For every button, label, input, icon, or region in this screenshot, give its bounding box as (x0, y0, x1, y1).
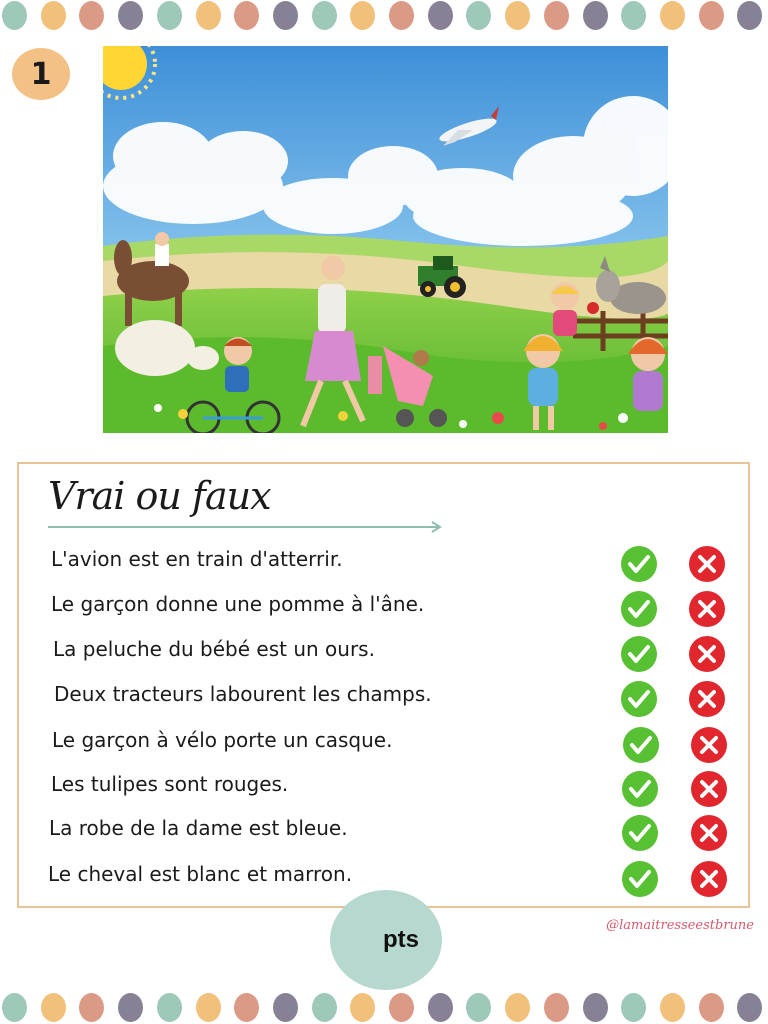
statement-text: Le garçon à vélo porte un casque. (52, 728, 393, 752)
border-dot (79, 1, 104, 30)
border-dot (699, 1, 724, 30)
border-dot (660, 1, 685, 30)
exercise-number: 1 (30, 56, 52, 92)
border-dot (2, 1, 27, 30)
quiz-title: Vrai ou faux (48, 474, 271, 518)
border-dot (157, 1, 182, 30)
border-dot (41, 993, 66, 1022)
border-dot (350, 1, 375, 30)
border-dot (41, 1, 66, 30)
border-dot (196, 993, 221, 1022)
border-dot (621, 993, 646, 1022)
border-dot (428, 993, 453, 1022)
check-icon[interactable] (621, 814, 659, 852)
border-dot (350, 993, 375, 1022)
check-icon[interactable] (620, 680, 658, 718)
check-icon[interactable] (620, 545, 658, 583)
statement-text: Deux tracteurs labourent les champs. (54, 682, 432, 706)
title-underline-arrow (46, 519, 446, 533)
border-dot (699, 993, 724, 1022)
cross-icon[interactable] (690, 726, 728, 764)
exercise-number-badge (12, 48, 70, 100)
score-label: pts (383, 926, 419, 953)
bottom-dot-border (0, 992, 768, 1024)
border-dot (312, 1, 337, 30)
border-dot (157, 993, 182, 1022)
statement-text: Le garçon donne une pomme à l'âne. (51, 592, 425, 616)
border-dot (273, 1, 298, 30)
border-dot (312, 993, 337, 1022)
cross-icon[interactable] (690, 814, 728, 852)
border-dot (544, 993, 569, 1022)
statement-text: Le cheval est blanc et marron. (48, 862, 353, 886)
border-dot (660, 993, 685, 1022)
border-dot (505, 993, 530, 1022)
border-dot (466, 993, 491, 1022)
border-dot (505, 1, 530, 30)
border-dot (737, 993, 762, 1022)
score-badge (330, 890, 442, 990)
check-icon[interactable] (622, 726, 660, 764)
cross-icon[interactable] (688, 545, 726, 583)
countryside-illustration (103, 46, 668, 433)
cross-icon[interactable] (688, 590, 726, 628)
cross-icon[interactable] (690, 770, 728, 808)
border-dot (118, 993, 143, 1022)
border-dot (234, 1, 259, 30)
border-dot (389, 1, 414, 30)
top-dot-border (0, 0, 768, 32)
border-dot (79, 993, 104, 1022)
border-dot (389, 993, 414, 1022)
border-dot (234, 993, 259, 1022)
border-dot (621, 1, 646, 30)
statement-text: Les tulipes sont rouges. (51, 772, 289, 796)
statement-text: La robe de la dame est bleue. (49, 816, 348, 840)
border-dot (428, 1, 453, 30)
statement-text: L'avion est en train d'atterrir. (51, 547, 343, 571)
check-icon[interactable] (620, 590, 658, 628)
border-dot (737, 1, 762, 30)
border-dot (196, 1, 221, 30)
author-credit: @lamaitresseestbrune (606, 918, 754, 933)
border-dot (544, 1, 569, 30)
statement-text: La peluche du bébé est un ours. (53, 637, 375, 661)
check-icon[interactable] (621, 770, 659, 808)
border-dot (2, 993, 27, 1022)
check-icon[interactable] (621, 860, 659, 898)
border-dot (118, 1, 143, 30)
border-dot (273, 993, 298, 1022)
border-dot (583, 1, 608, 30)
border-dot (466, 1, 491, 30)
cross-icon[interactable] (688, 635, 726, 673)
cross-icon[interactable] (690, 860, 728, 898)
border-dot (583, 993, 608, 1022)
cross-icon[interactable] (688, 680, 726, 718)
scene-svg (103, 46, 668, 433)
check-icon[interactable] (620, 635, 658, 673)
